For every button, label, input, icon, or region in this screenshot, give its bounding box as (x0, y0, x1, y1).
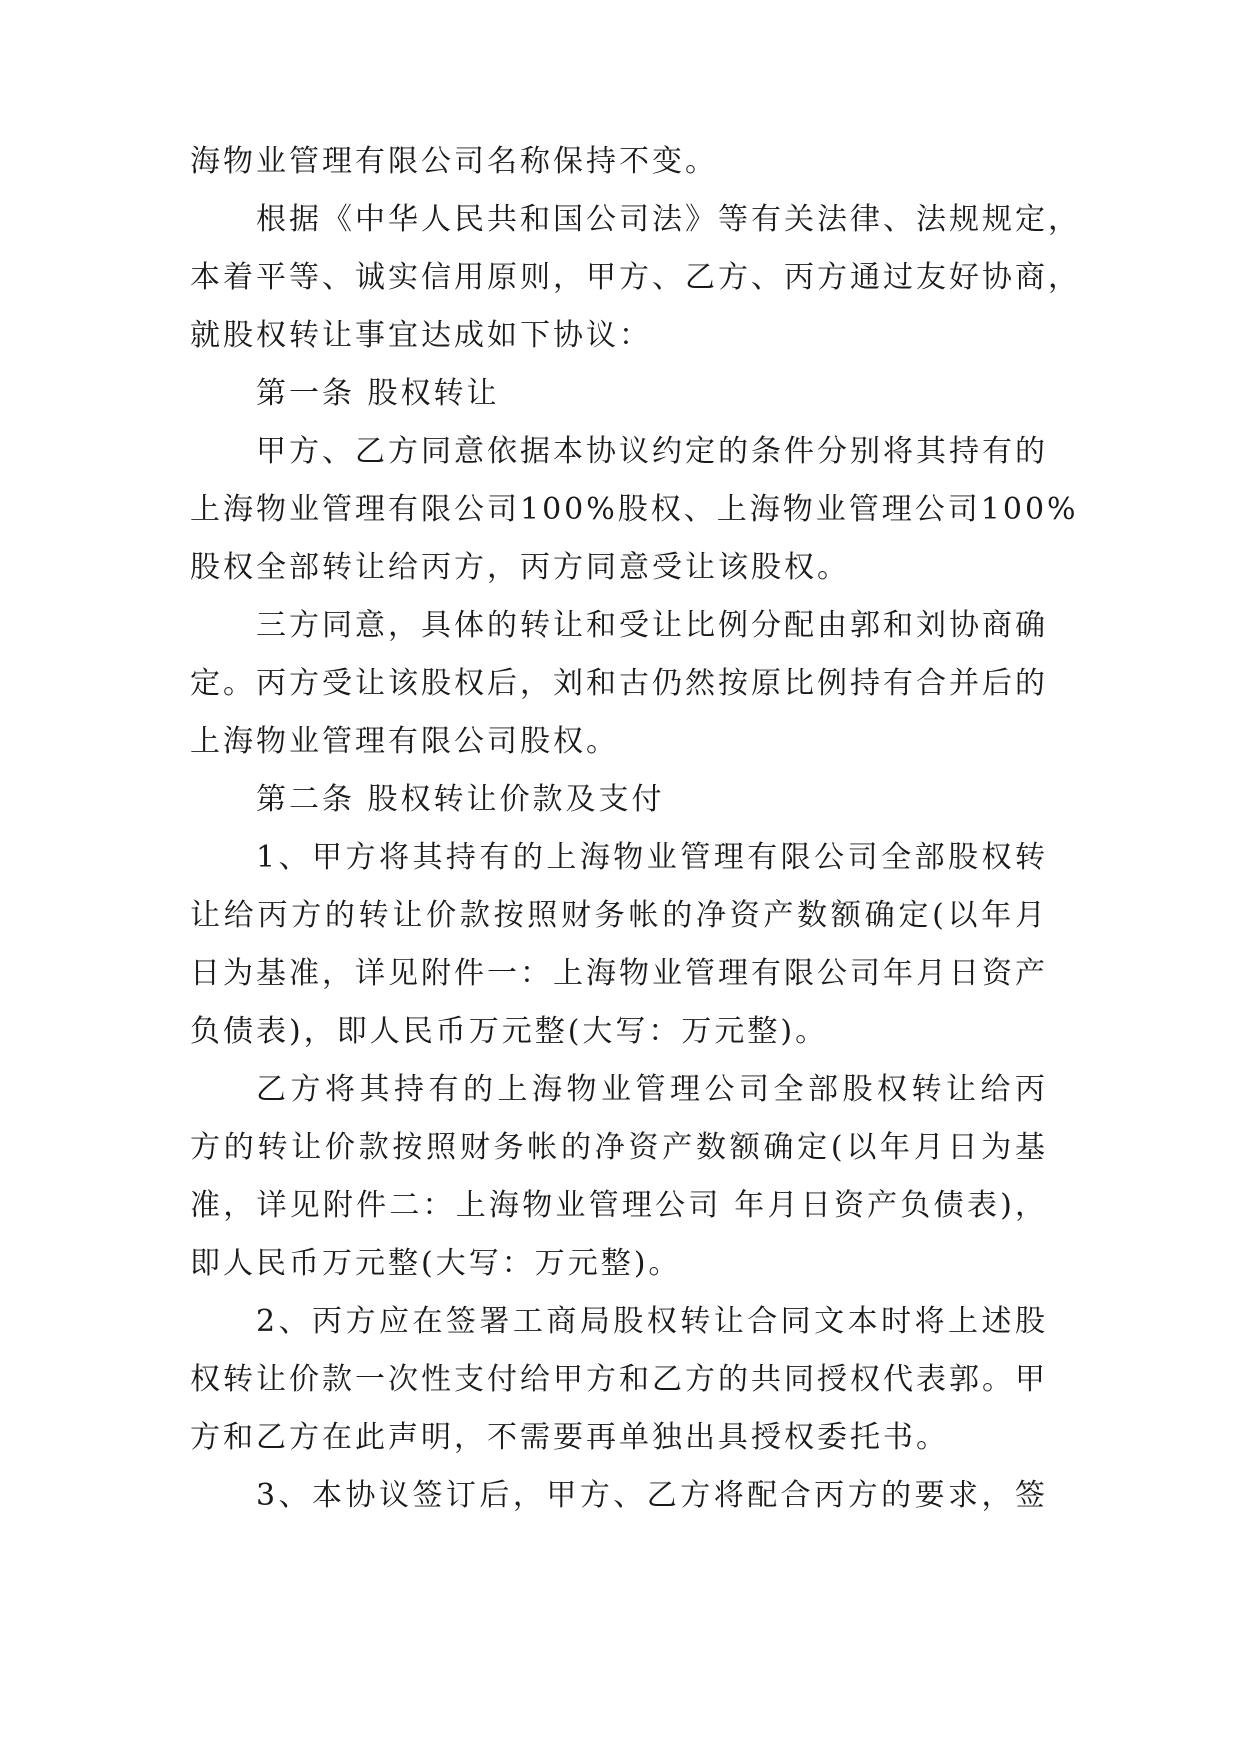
paragraph-start-line: 2、丙方应在签署工商局股权转让合同文本时将上述股 (256, 1304, 1048, 1339)
paragraph-start-line: 乙方将其持有的上海物业管理公司全部股权转让给丙 (256, 1072, 1048, 1107)
text-line: 准，详见附件二：上海物业管理公司 年月日资产负债表)， (190, 1188, 1048, 1223)
text-line: 上海物业管理有限公司100%股权、上海物业管理公司100% (190, 492, 1079, 527)
paragraph-start-line: 根据《中华人民共和国公司法》等有关法律、法规规定， (256, 202, 1081, 237)
text-line: 让给丙方的转让价款按照财务帐的净资产数额确定(以年月 (190, 898, 1048, 933)
paragraph-start-line: 3、本协议签订后，甲方、乙方将配合丙方的要求，签 (256, 1478, 1048, 1513)
text-line: 海物业管理有限公司名称保持不变。 (190, 144, 718, 179)
paragraph-start-line: 1、甲方将其持有的上海物业管理有限公司全部股权转 (256, 840, 1048, 875)
article-heading: 第一条 股权转让 (256, 376, 500, 411)
paragraph-start-line: 三方同意，具体的转让和受让比例分配由郭和刘协商确 (256, 608, 1048, 643)
text-line: 股权全部转让给丙方，丙方同意受让该股权。 (190, 550, 850, 585)
text-line: 方的转让价款按照财务帐的净资产数额确定(以年月日为基 (190, 1130, 1048, 1165)
article-heading: 第二条 股权转让价款及支付 (256, 782, 665, 817)
text-line: 负债表)，即人民币万元整(大写：万元整)。 (190, 1014, 829, 1049)
text-line: 上海物业管理有限公司股权。 (190, 724, 619, 759)
text-line: 本着平等、诚实信用原则，甲方、乙方、丙方通过友好协商， (190, 260, 1081, 295)
text-line: 就股权转让事宜达成如下协议： (190, 318, 652, 353)
text-line: 方和乙方在此声明，不需要再单独出具授权委托书。 (190, 1420, 949, 1455)
paragraph-start-line: 甲方、乙方同意依据本协议约定的条件分别将其持有的 (256, 434, 1048, 469)
text-line: 定。丙方受让该股权后，刘和古仍然按原比例持有合并后的 (190, 666, 1048, 701)
text-line: 日为基准，详见附件一：上海物业管理有限公司年月日资产 (190, 956, 1048, 991)
text-line: 即人民币万元整(大写：万元整)。 (190, 1246, 682, 1281)
text-line: 权转让价款一次性支付给甲方和乙方的共同授权代表郭。甲 (190, 1362, 1048, 1397)
